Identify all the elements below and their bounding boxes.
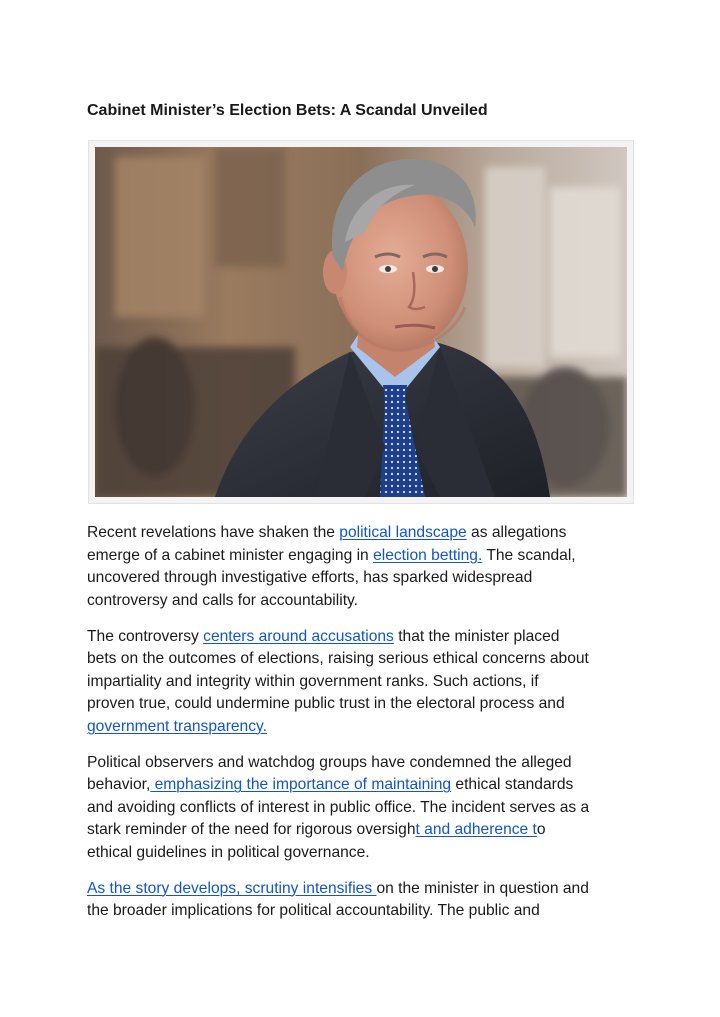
paragraph-4-line-2: the broader implications for political accountability. The public and xyxy=(87,902,540,919)
link-political-landscape[interactable]: political landscape xyxy=(339,524,467,541)
article-body xyxy=(87,522,637,936)
paragraph-1-line-1 xyxy=(87,522,637,545)
paragraph-2-line-3: impartiality and integrity within government ranks. Such actions, if xyxy=(87,672,539,690)
paragraph-2 xyxy=(87,626,637,739)
paragraph-1-line-4: controversy and calls for accountability. xyxy=(87,591,358,609)
text-segment: The scandal, xyxy=(482,546,576,564)
text-segment: o xyxy=(536,821,546,838)
text-segment: behavior, xyxy=(87,776,151,793)
paragraph-3 xyxy=(87,752,637,865)
paragraph-2-line-4: proven true, could undermine public trust in the electoral process and xyxy=(87,695,565,712)
text-segment: The controversy xyxy=(87,627,204,645)
article-title: Cabinet Minister’s Election Bets: A Scandal Unveiled xyxy=(87,102,488,119)
paragraph-4 xyxy=(87,878,637,923)
paragraph-1-line-3: uncovered through investigative efforts, has sparked widespread xyxy=(87,569,533,586)
article-photo-frame xyxy=(88,140,634,504)
link-centers-around-accusations[interactable]: centers around accusations xyxy=(203,627,394,645)
text-segment: stark reminder of the need for rigorous oversigh xyxy=(87,821,416,838)
text-segment: emerge of a cabinet minister engaging in xyxy=(87,546,374,564)
minister-portrait-image xyxy=(95,147,627,497)
paragraph-1 xyxy=(87,522,637,612)
paragraph-4-line-1 xyxy=(87,878,637,901)
text-segment: Recent revelations have shaken the xyxy=(87,524,340,541)
text-segment: that the minister placed xyxy=(393,627,560,645)
link-election-betting[interactable]: election betting. xyxy=(373,546,483,564)
paragraph-3-line-4 xyxy=(87,819,637,842)
paragraph-3-line-1: Political observers and watchdog groups have condemned the alleged xyxy=(87,753,572,771)
paragraph-3-line-5: ethical guidelines in political governance. xyxy=(87,843,370,861)
paragraph-3-line-3: and avoiding conflicts of interest in public office. The incident serves as a xyxy=(87,798,590,816)
link-scrutiny-intensifies[interactable]: As the story develops, scrutiny intensifies xyxy=(87,879,377,897)
paragraph-2-line-1 xyxy=(87,626,637,649)
paragraph-1-line-2 xyxy=(87,545,637,568)
link-government-transparency[interactable]: government transparency. xyxy=(87,717,267,735)
paragraph-2-line-2: bets on the outcomes of elections, raising serious ethical concerns about xyxy=(87,650,589,667)
paragraph-3-line-2 xyxy=(87,774,637,797)
paragraph-2-line-5 xyxy=(87,716,637,739)
text-segment: as allegations xyxy=(466,524,567,541)
link-and-adherence[interactable]: t and adherence t xyxy=(415,821,537,838)
link-emphasizing-importance[interactable]: emphasizing the importance of maintaining xyxy=(150,776,452,793)
text-segment: on the minister in question and xyxy=(376,879,589,897)
text-segment: ethical standards xyxy=(451,776,574,793)
